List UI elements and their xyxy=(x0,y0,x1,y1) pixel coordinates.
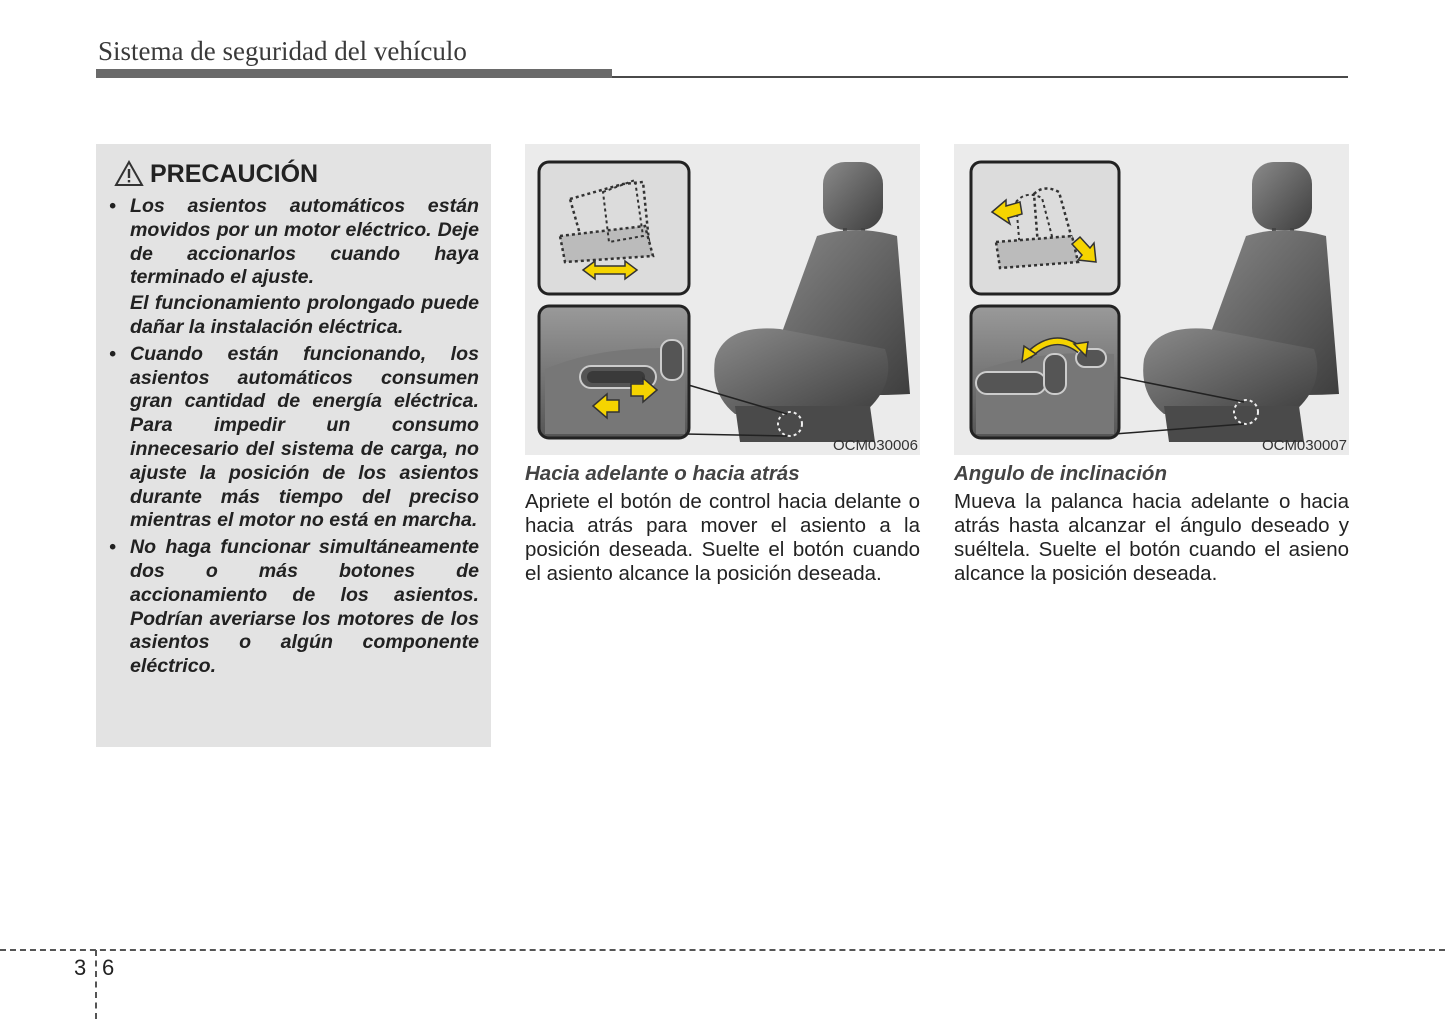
section-text: Mueva la palanca hacia adelante o hacia atrás hasta alcanzar el ángulo deseado y suéltela. Suelte el botón cuando el asieno alcance la posición deseada. xyxy=(954,490,1349,585)
figure-code: OCM030006 xyxy=(832,437,918,454)
caution-item-text: Cuando están funcionando, los asientos automáticos consumen gran cantidad de energía eléctrica. Para impedir un consumo innecesario del sistema de carga, no ajuste la posición de los asientos durante más tiempo del preciso mientras el motor no está en marcha. xyxy=(130,342,479,532)
seat-recline-figure xyxy=(954,144,1349,455)
warning-triangle-icon xyxy=(114,160,144,187)
caution-box xyxy=(96,144,491,747)
caution-title: PRECAUCIÓN xyxy=(150,160,319,188)
caution-item xyxy=(109,536,479,679)
footer-page-divider xyxy=(95,950,97,1019)
seat-recline-illustration xyxy=(954,144,1349,455)
caution-heading xyxy=(114,160,318,187)
bullet: • xyxy=(109,536,116,559)
caution-list xyxy=(109,195,479,679)
chapter-number: 3 xyxy=(74,955,87,980)
header-rule-thick xyxy=(96,69,612,78)
caution-item xyxy=(109,343,479,533)
caution-item xyxy=(109,195,479,340)
header-rule-thin xyxy=(612,76,1348,78)
caution-item-text: El funcionamiento prolongado puede dañar la instalación eléctrica. xyxy=(130,292,479,338)
section-title: Angulo de inclinación xyxy=(954,462,1167,485)
caution-item-text: Los asientos automáticos están movidos por un motor eléctrico. Deje de accionarlos cuando haya terminado el ajuste. xyxy=(130,195,479,289)
bullet: • xyxy=(109,342,116,365)
page-number: 6 xyxy=(102,955,115,980)
figure-code: OCM030007 xyxy=(1261,437,1347,454)
running-header: Sistema de seguridad del vehículo xyxy=(98,36,467,66)
seat-slide-figure xyxy=(525,144,920,455)
footer-divider xyxy=(0,949,1445,951)
section-title: Hacia adelante o hacia atrás xyxy=(525,462,800,485)
headrest-shape xyxy=(823,162,883,230)
seat-slide-illustration xyxy=(525,144,920,455)
section-text: Apriete el botón de control hacia delante o hacia atrás para mover el asiento a la posición deseada. Suelte el botón cuando el asiento alcance la posición deseada. xyxy=(525,490,920,585)
caution-item-text: No haga funcionar simultáneamente dos o más botones de accionamiento de los asientos. Podrían averiarse los motores de los asientos o algún componente eléctrico. xyxy=(130,536,479,678)
headrest-shape xyxy=(1252,162,1312,230)
bullet: • xyxy=(109,195,116,217)
